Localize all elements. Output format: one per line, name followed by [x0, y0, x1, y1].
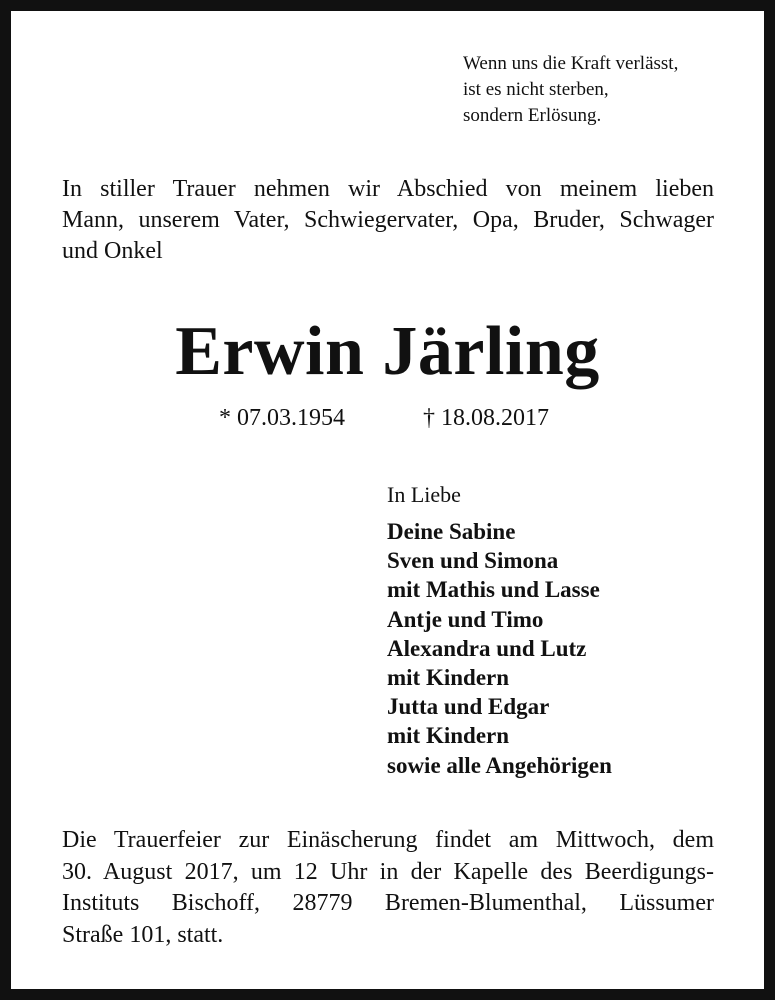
mourner-name: Sven und Simona	[387, 548, 559, 574]
birth-date: * 07.03.1954	[219, 405, 345, 431]
mourners-block	[387, 480, 757, 780]
notice-line: Straße 101, statt.	[62, 921, 224, 948]
mourners-lead: In Liebe	[387, 482, 461, 507]
mourner-name: sowie alle Angehörigen	[387, 752, 612, 778]
notice-line: Instituts Bischoff, 28779 Bremen-Blumenthal, Lüssumer	[62, 890, 714, 916]
funeral-notice	[62, 825, 714, 951]
mourner-name: Alexandra und Lutz	[387, 635, 587, 661]
motto-line: sondern Erlösung.	[463, 105, 602, 126]
motto-line: ist es nicht sterben,	[463, 79, 609, 100]
death-date: † 18.08.2017	[423, 405, 549, 431]
intro-line: und Onkel	[62, 238, 163, 264]
mourners-list	[387, 517, 757, 780]
intro-line: Mann, unserem Vater, Schwiegervater, Opa, Bruder, Schwager	[62, 207, 714, 233]
deceased-name: Erwin Järling	[175, 313, 600, 390]
mourner-name: mit Kindern	[387, 723, 510, 749]
mourner-name: Antje und Timo	[387, 606, 544, 632]
mourner-name: Deine Sabine	[387, 519, 516, 544]
notice-line: Die Trauerfeier zur Einäscherung findet am Mittwoch, dem	[62, 827, 714, 853]
mourner-name: mit Kindern	[387, 665, 510, 691]
notice-line: 30. August 2017, um 12 Uhr in der Kapelle des Beerdigungs-	[62, 858, 714, 885]
mourner-name: Jutta und Edgar	[387, 694, 550, 720]
intro-paragraph	[62, 174, 714, 267]
motto-quote	[463, 51, 753, 129]
intro-line: In stiller Trauer nehmen wir Abschied von meinem lieben	[62, 176, 714, 202]
mourner-name: mit Mathis und Lasse	[387, 577, 600, 603]
motto-line: Wenn uns die Kraft verlässt,	[463, 53, 679, 74]
